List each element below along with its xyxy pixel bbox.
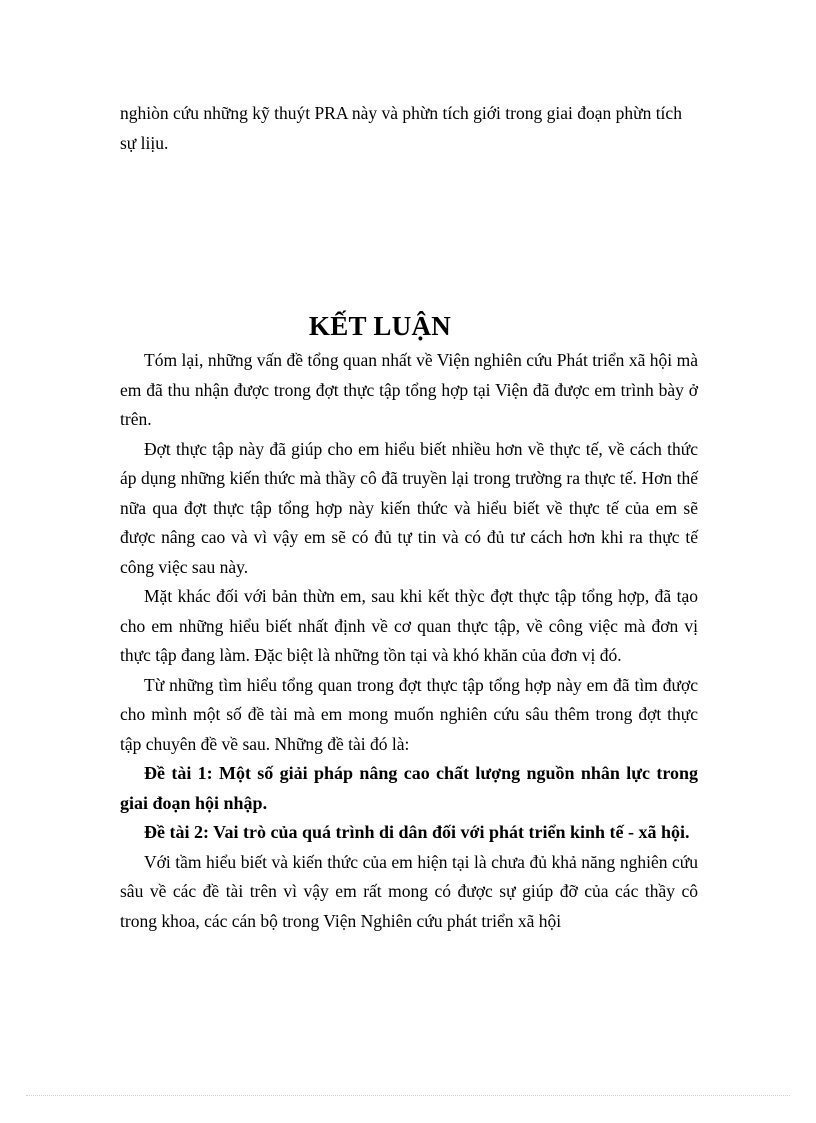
topic-1: Đề tài 1: Một số giải pháp nâng cao chất lượng nguồn nhân lực trong giai đoạn hội nhập. <box>120 763 698 813</box>
body-paragraph: Mặt khác đối với bản thừn em, sau khi kết thỳc đợt thực tập tổng hợp, đã tạo cho em những hiểu biết nhất định về cơ quan thực tập, về công việc mà đơn vị thực tập đang làm. Đặc biệt là những tồn tại và khó khăn của đơn vị đó. <box>120 586 698 665</box>
closing-paragraph: Với tầm hiểu biết và kiến thức của em hiện tại là chưa đủ khả năng nghiên cứu sâu về các đề tài trên vì vậy em rất mong có được sự giúp đỡ của các thầy cô trong khoa, các cán bộ trong Viện Nghiên cứu phát triển xã hội <box>120 851 698 931</box>
body-paragraph: Tóm lại, những vấn đề tổng quan nhất về Viện nghiên cứu Phát triển xã hội mà em đã thu nhận được trong đợt thực tập tổng hợp tại Viện đã được em trình bày ở trên. <box>120 350 698 429</box>
body-paragraph: Đợt thực tập này đã giúp cho em hiểu biết nhiều hơn về thực tế, về cách thức áp dụng những kiến thức mà thầy cô đã truyền lại trong trường ra thực tế. Hơn thế nữa qua đợt thực tập tổng hợp này kiến thức và hiểu biết về thực tế của em sẽ được nâng cao và vì vậy em sẽ có đủ tự tin và có đủ tư cách hơn khi ra thực tế công việc sau này. <box>120 438 698 577</box>
topic-2: Đề tài 2: Vai trò của quá trình di dân đối với phát triển kinh tế - xã hội. <box>144 822 690 842</box>
body-paragraph: Từ những tìm hiểu tổng quan trong đợt thực tập tổng hợp này em đã tìm được cho mình một số đề tài mà em mong muốn nghiên cứu sâu thêm trong đợt thực tập chuyên đề về sau. Những đề tài đó là: <box>120 674 698 754</box>
intro-paragraph: nghiòn cứu những kỹ thuýt PRA này và phừn tích giới trong giai đoạn phừn tích sự liịu. <box>120 103 682 153</box>
page-bottom-divider <box>26 1095 790 1096</box>
page-title: KẾT LUẬN <box>308 311 452 341</box>
conclusion-body <box>120 346 698 936</box>
